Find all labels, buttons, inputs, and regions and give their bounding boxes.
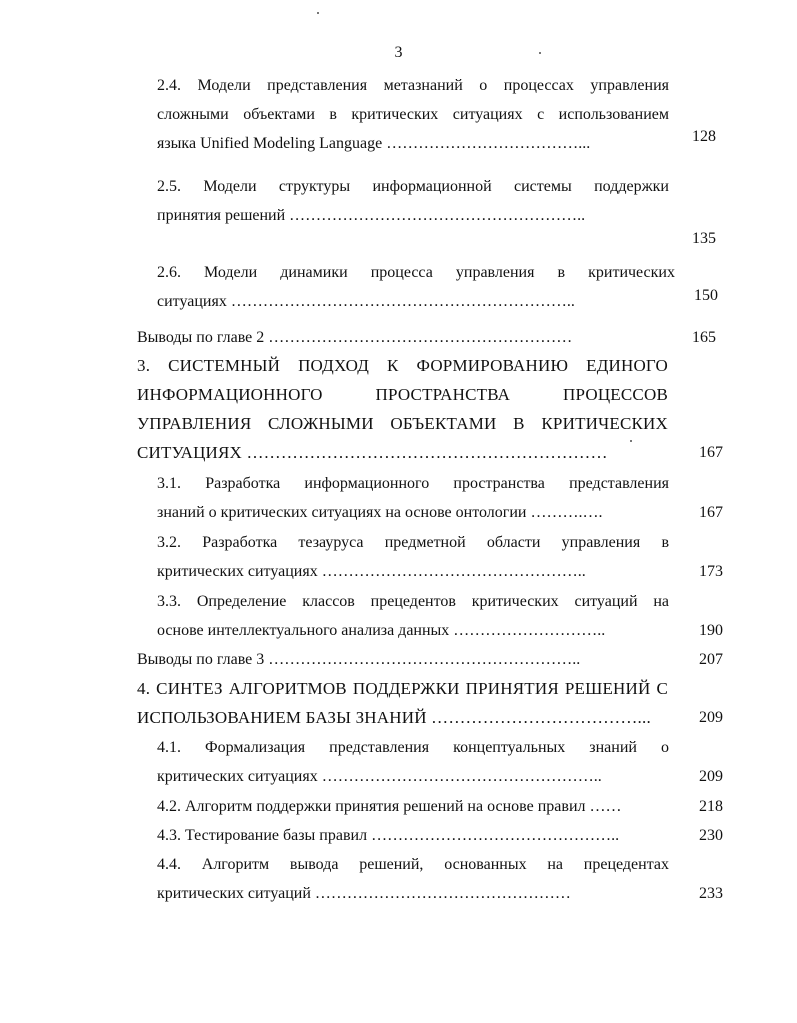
toc-entry-2-4-line-2: сложными объектами в критических ситуациях с использованием	[157, 106, 669, 123]
toc-entry-3-1-line-1: 3.1. Разработка информационного пространства представления	[157, 475, 669, 492]
toc-entry-4-1-line-1: 4.1. Формализация представления концептуальных знаний о	[157, 739, 669, 756]
toc-entry-4-3: 4.3. Тестирование базы правил ………………………………………..	[157, 827, 620, 844]
toc-entry-3-3-page: 190	[699, 622, 723, 639]
toc-entry-4-1-line-2: критических ситуациях ……………………………………………..	[157, 768, 602, 785]
toc-entry-2-6-page: 150	[694, 287, 718, 304]
toc-entry-2-4-line-1: 2.4. Модели представления метазнаний о процессах управления	[157, 77, 669, 94]
toc-entry-2-4-page: 128	[692, 128, 716, 145]
toc-chapter-4-line-2: ИСПОЛЬЗОВАНИЕМ БАЗЫ ЗНАНИЙ ………………………………...	[137, 708, 651, 727]
toc-conclusions-2-page: 165	[692, 329, 716, 346]
toc-entry-3-2-line-1: 3.2. Разработка тезауруса предметной области управления в	[157, 534, 669, 551]
toc-chapter-3-line-1: 3. СИСТЕМНЫЙ ПОДХОД К ФОРМИРОВАНИЮ ЕДИНОГО	[137, 356, 668, 375]
toc-chapter-3-line-4: СИТУАЦИЯХ ………………………………………………………	[137, 443, 608, 462]
toc-entry-3-2-page: 173	[699, 563, 723, 580]
toc-entry-3-3-line-1: 3.3. Определение классов прецедентов критических ситуаций на	[157, 593, 669, 610]
toc-entry-4-4-line-1: 4.4. Алгоритм вывода решений, основанных на прецедентах	[157, 856, 669, 873]
toc-entry-3-1-line-2: знаний о критических ситуациях на основе онтологии ……….….	[157, 504, 603, 521]
toc-entry-2-5-page: 135	[692, 230, 716, 247]
toc-conclusions-3-page: 207	[699, 651, 723, 668]
toc-chapter-3-line-3: УПРАВЛЕНИЯ СЛОЖНЫМИ ОБЪЕКТАМИ В КРИТИЧЕСКИХ	[137, 414, 668, 433]
toc-conclusions-2: Выводы по главе 2 …………………………………………………	[137, 329, 573, 346]
toc-entry-4-2: 4.2. Алгоритм поддержки принятия решений на основе правил ……	[157, 798, 622, 815]
toc-entry-2-6-line-1: 2.6. Модели динамики процесса управления в критических	[157, 264, 675, 281]
toc-entry-4-1-page: 209	[699, 768, 723, 785]
page-number: 3	[394, 44, 403, 61]
toc-conclusions-3: Выводы по главе 3 …………………………………………………..	[137, 651, 581, 668]
toc-entry-4-4-page: 233	[699, 885, 723, 902]
toc-entry-2-6-line-2: ситуациях ………………………………………………………..	[157, 293, 575, 310]
toc-entry-3-1-page: 167	[699, 504, 723, 521]
toc-entry-4-2-page: 218	[699, 798, 723, 815]
toc-entry-3-2-line-2: критических ситуациях …………………………………………..	[157, 563, 586, 580]
toc-entry-2-5-line-2: принятия решений ………………………………………………..	[157, 207, 586, 224]
toc-entry-4-3-page: 230	[699, 827, 723, 844]
scan-speck	[630, 440, 632, 442]
scan-speck	[539, 52, 541, 54]
toc-chapter-3-page: 167	[699, 444, 723, 461]
toc-entry-2-5-line-1: 2.5. Модели структуры информационной системы поддержки	[157, 178, 669, 195]
toc-entry-4-4-line-2: критических ситуаций …………………………………………	[157, 885, 571, 902]
toc-entry-3-3-line-2: основе интеллектуального анализа данных ………………………..	[157, 622, 606, 639]
toc-entry-2-4-line-3: языка Unified Modeling Language ………………………………...	[157, 135, 591, 152]
toc-chapter-4-page: 209	[699, 709, 723, 726]
toc-chapter-3-line-2: ИНФОРМАЦИОННОГО ПРОСТРАНСТВА ПРОЦЕССОВ	[137, 385, 668, 404]
scan-speck	[317, 12, 319, 14]
toc-chapter-4-line-1: 4. СИНТЕЗ АЛГОРИТМОВ ПОДДЕРЖКИ ПРИНЯТИЯ РЕШЕНИЙ С	[137, 679, 668, 698]
